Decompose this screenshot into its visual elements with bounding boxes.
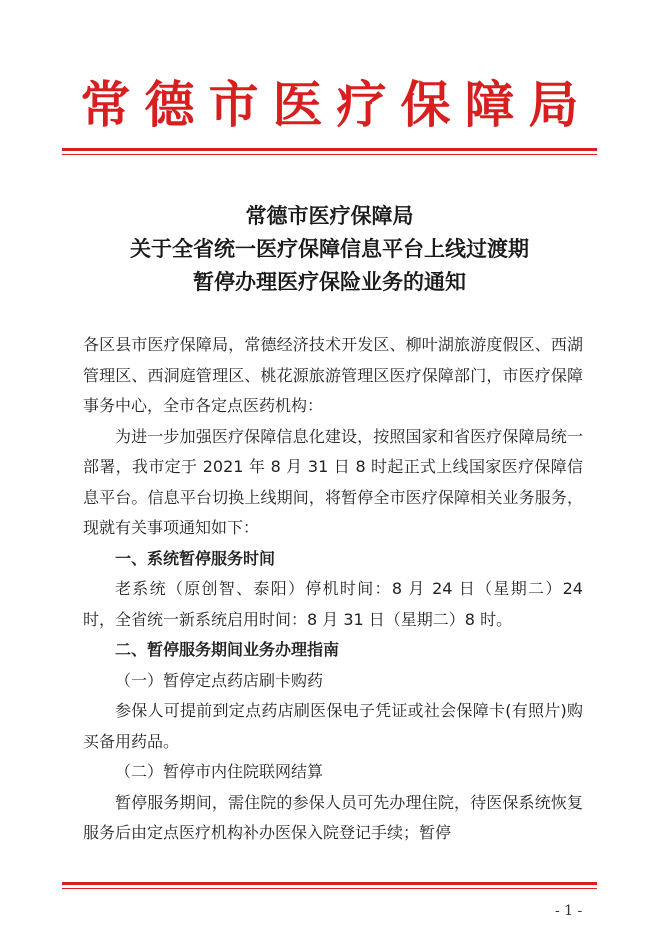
section-1-text: 老系统（原创智、泰阳）停机时间：8 月 24 日（星期二）24 时，全省统一新系统启用时间：8 月 31 日（星期二）8 时。 [83, 579, 583, 629]
addressees: 各区县市医疗保障局，常德经济技术开发区、柳叶湖旅游度假区、西湖管理区、西洞庭管理区、桃花源旅游管理区医疗保障部门，市医疗保障事务中心，全市各定点医药机构： [83, 335, 583, 415]
footer-rule-thin [62, 888, 597, 889]
footer-rule-thick [62, 882, 597, 885]
page-number: - 1 - [555, 903, 583, 919]
subsection-2-heading: （二）暂停市内住院联网结算 [115, 762, 324, 781]
title-line-1: 常德市医疗保障局 [245, 203, 414, 228]
subsection-1-heading: （一）暂停定点药店刷卡购药 [115, 670, 324, 690]
subsection-1-text: 参保人可提前到定点药店刷医保电子凭证或社会保障卡(有照片)购买备用药品。 [83, 701, 583, 751]
letterhead-rule-thin [62, 154, 597, 155]
intro-paragraph: 为进一步加强医疗保障信息化建设，按照国家和省医疗保障局统一部署，我市定于 2021 年 8 月 31 日 8 时起正式上线国家医疗保障信息平台。信息平台切换上线期间，将暂停全市医疗保障相关业务服务，现就有关事项通知如下： [83, 426, 583, 537]
title-line-2: 关于全省统一医疗保障信息平台上线过渡期 [130, 236, 529, 261]
title-line-3: 暂停办理医疗保险业务的通知 [193, 269, 466, 294]
subsection-2-text: 暂停服务期间，需住院的参保人员可先办理住院，待医保系统恢复服务后由定点医疗机构补办医保入院登记手续；暂停 [83, 792, 583, 842]
section-1-heading: 一、系统暂停服务时间 [115, 548, 276, 568]
document-body [83, 330, 583, 849]
letterhead-org-name: 常德市医疗保障局 [80, 75, 593, 134]
letterhead-rule-thick [62, 148, 597, 151]
section-2-heading: 二、暂停服务期间业务办理指南 [115, 640, 340, 659]
